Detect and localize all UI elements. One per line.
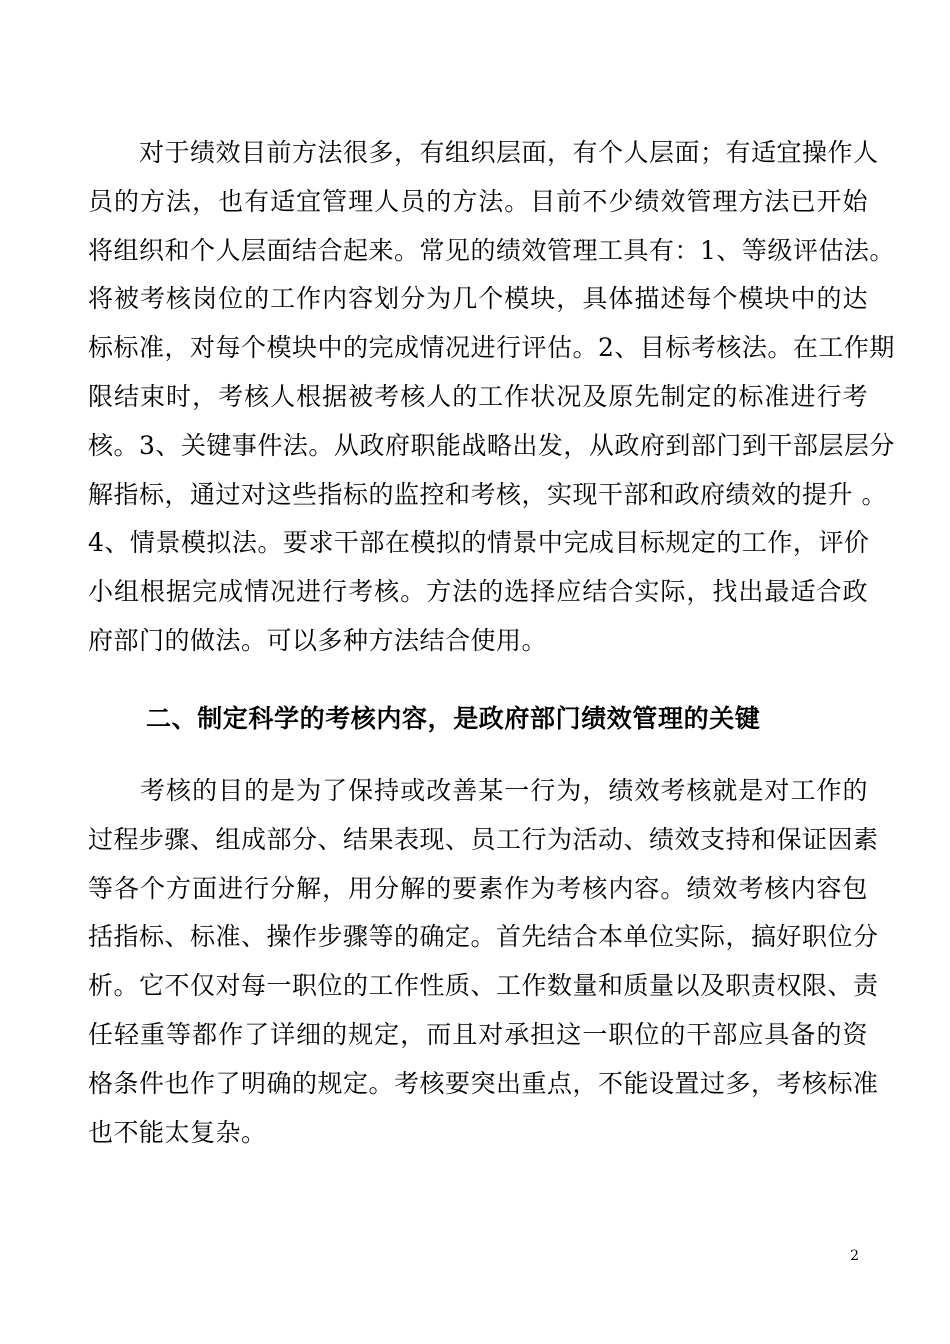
paragraph-line: 过程步骤、组成部分、结果表现、员工行为活动、绩效支持和保证因素: [88, 824, 879, 854]
paragraph-line: 析。它不仅对每一职位的工作性质、工作数量和质量以及职责权限、责: [88, 971, 879, 1001]
paragraph-line: 考核的目的是为了保持或改善某一行为，绩效考核就是对工作的: [88, 776, 868, 805]
section-heading: 二、制定科学的考核内容，是政府部门绩效管理的关键: [146, 704, 761, 733]
paragraph-line: 任轻重等都作了详细的规定，而且对承担这一职位的干部应具备的资: [88, 1019, 868, 1049]
paragraph-line: 核。3、关键事件法。从政府职能战略出发，从政府到部门到干部层层分: [88, 430, 895, 460]
paragraph-line: 括指标、标准、操作步骤等的确定。首先结合本单位实际，搞好职位分: [88, 922, 879, 952]
paragraph-assessment-content: [88, 767, 879, 1157]
paragraph-line: 小组根据完成情况进行考核。方法的选择应结合实际，找出最适合政: [88, 577, 868, 607]
paragraph-line: 等各个方面进行分解，用分解的要素作为考核内容。绩效考核内容包: [88, 873, 868, 903]
paragraph-line: 府部门的做法。可以多种方法结合使用。: [88, 625, 548, 655]
paragraph-line: 限结束时，考核人根据被考核人的工作状况及原先制定的标准进行考: [88, 381, 868, 411]
paragraph-line: 格条件也作了明确的规定。考核要突出重点，不能设置过多，考核标准: [88, 1068, 879, 1098]
paragraph-line: 解指标，通过对这些指标的监控和考核，实现干部和政府绩效的提升 。: [88, 479, 887, 509]
paragraph-line: 将组织和个人层面结合起来。常见的绩效管理工具有：1、等级评估法。: [88, 235, 895, 265]
paragraph-performance-methods: [88, 129, 895, 666]
page-number: 2: [850, 1248, 859, 1264]
paragraph-line: 将被考核岗位的工作内容划分为几个模块，具体描述每个模块中的达: [88, 284, 868, 314]
paragraph-line: 也不能太复杂。: [88, 1117, 267, 1147]
paragraph-line: 4、情景模拟法。要求干部在模拟的情景中完成目标规定的工作，评价: [88, 528, 870, 558]
paragraph-line: 员的方法，也有适宜管理人员的方法。目前不少绩效管理方法已开始: [88, 186, 868, 216]
paragraph-line: 标标准，对每个模块中的完成情况进行评估。2、目标考核法。在工作期: [88, 333, 895, 363]
paragraph-line: 对于绩效目前方法很多，有组织层面，有个人层面；有适宜操作人: [88, 138, 879, 167]
